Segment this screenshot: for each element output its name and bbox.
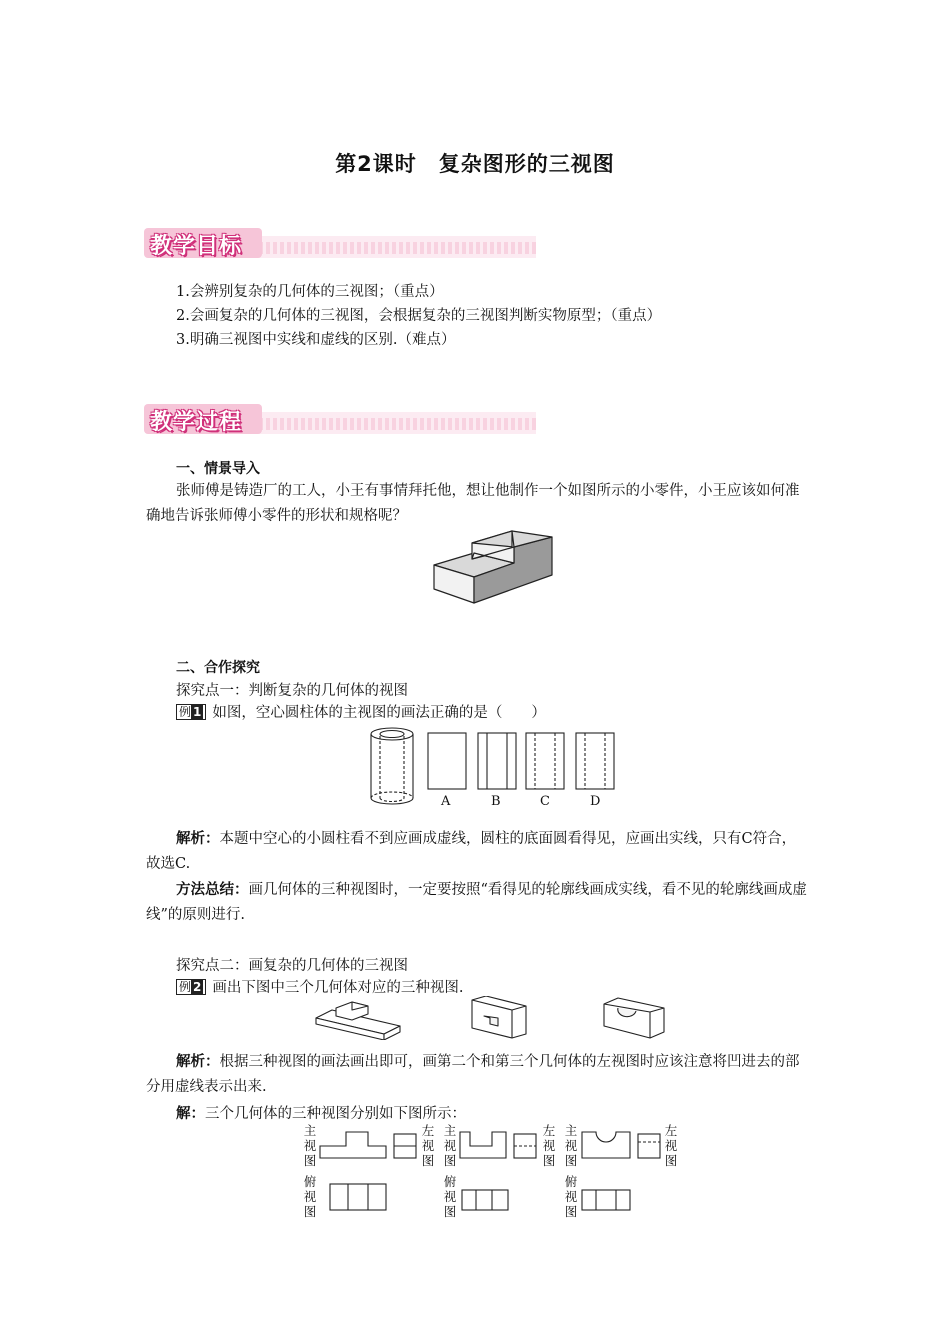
process-banner: 教学过程	[144, 404, 536, 438]
goal-1: 1.会辨别复杂的几何体的三视图；（重点）	[176, 284, 444, 300]
front-view-label-1: 主视图	[303, 1123, 317, 1168]
option-b-label: B	[491, 794, 501, 809]
top-view-label-3: 俯视图	[564, 1174, 578, 1219]
explore-point-1: 探究点一：判断复杂的几何体的视图	[176, 683, 408, 699]
section-heading-intro: 一、情景导入	[176, 461, 260, 477]
goal-3: 3.明确三视图中实线和虚线的区别.（难点）	[176, 332, 456, 348]
option-d-label: D	[590, 794, 601, 809]
method-summary: 方法总结：画几何体的三种视图时，一定要按照“看得见的轮廓线画成实线，看不见的轮廓线画成虚线”的原则进行.	[146, 882, 807, 923]
example-2-tag: 例 2	[176, 979, 206, 995]
explore-point-2: 探究点二：画复杂的几何体的三视图	[176, 958, 408, 974]
top-view-label-1: 俯视图	[303, 1174, 317, 1219]
example-1-analysis: 解析：本题中空心的小圆柱看不到应画成虚线，圆柱的底面圆看得见，应画出实线，只有C符合，故选C.	[146, 831, 797, 872]
left-view-label-3: 左视图	[664, 1123, 678, 1168]
front-view-label-2: 主视图	[443, 1123, 457, 1168]
three-views-figure	[316, 1128, 666, 1214]
three-solids-figure	[314, 996, 670, 1040]
intro-text: 张师傅是铸造厂的工人，小王有事情拜托他，想让他制作一个如图所示的小零件，小王应该如何准确地告诉张师傅小零件的形状和规格呢？	[146, 483, 800, 524]
left-view-label-1: 左视图	[421, 1123, 435, 1168]
front-view-label-3: 主视图	[564, 1123, 578, 1168]
section-2-heading: 二、合作探究	[176, 660, 260, 676]
example-2: 例 2 画出下图中三个几何体对应的三种视图.	[176, 977, 463, 999]
goals-banner: 教学目标	[144, 228, 536, 262]
goal-2: 2.会画复杂的几何体的三视图，会根据复杂的三视图判断实物原型；（重点）	[176, 308, 662, 324]
part-figure	[430, 525, 558, 607]
example-2-analysis: 解析：根据三种视图的画法画出即可，画第二个和第三个几何体的左视图时应该注意将凹进去的部分用虚线表示出来.	[146, 1054, 800, 1095]
top-view-label-2: 俯视图	[443, 1174, 457, 1219]
page-title: 第2课时 复杂图形的三视图	[335, 152, 615, 176]
solution: 解：三个几何体的三种视图分别如下图所示：	[176, 1106, 466, 1122]
option-c-label: C	[540, 794, 550, 809]
example-1: 例 1 如图，空心圆柱体的主视图的画法正确的是（ ）	[176, 702, 546, 724]
option-a-label: A	[441, 794, 451, 809]
example-1-tag: 例 1	[176, 704, 206, 720]
left-view-label-2: 左视图	[542, 1123, 556, 1168]
